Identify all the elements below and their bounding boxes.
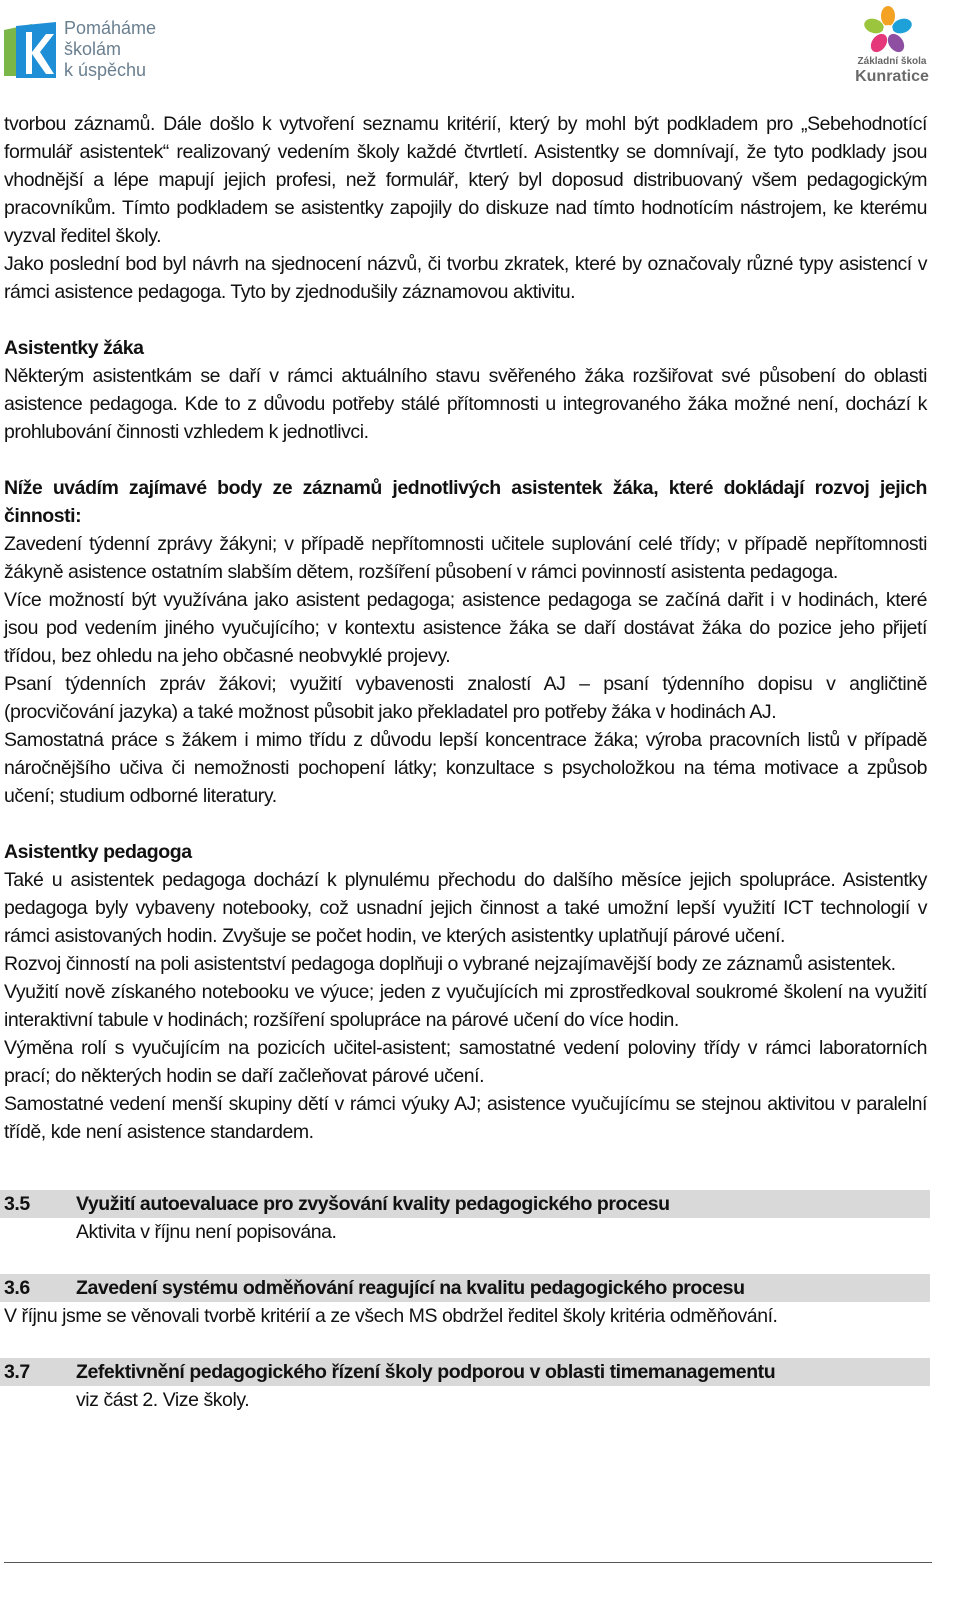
paragraph: Rozvoj činností na poli asistentství pedagoga doplňuji o vybrané nejzajímavější body ze záznamů asistentek. [4, 953, 896, 975]
point-item: Více možností být využívána jako asistent pedagoga; asistence pedagoga se začíná dařit i v hodinách, které jsou pod vedením jiného vyučujícího; v kontextu asistence žáka se daří dostávat žáka do pozice jeho přijetí třídou, bez ohledu na jeho občasné neobvyklé projevy. [4, 589, 927, 667]
section-number: 3.7 [4, 1361, 30, 1383]
section-text: viz část 2. Vize školy. [76, 1389, 250, 1411]
point-item: Psaní týdenních zpráv žákovi; využití vybavenosti znalostí AJ – psaní týdenního dopisu v angličtině (procvičování jazyka) a také možnost působit jako překladatel pro potřeby žáka v hodinách AJ. [4, 673, 927, 723]
paragraph: Samostatné vedení menší skupiny dětí v rámci výuky AJ; asistence vyučujícímu se stejnou aktivitou v paralelní třídě, kde není asistence standardem. [4, 1093, 927, 1143]
section-text: V říjnu jsme se věnovali tvorbě kritérií a ze všech MS obdržel ředitel školy kritéria odměňování. [4, 1305, 778, 1327]
school-label: Základní škola [857, 56, 927, 67]
section-number: 3.5 [4, 1193, 30, 1215]
section-heading-3-7 [0, 1358, 930, 1386]
flower-icon [864, 6, 912, 54]
school-name: Kunratice [855, 68, 929, 85]
logo-zs-kunratice [848, 6, 948, 86]
paragraph: tvorbou záznamů. Dále došlo k vytvoření seznamu kritérií, který by mohl být podkladem pro „Sebehodnotící formulář asistentek“ realizovaný vedením školy každé čtvrtletí. Asistentky se domnívají, že tyto podklady jsou vhodnější a lépe mapují jejich profesi, než formulář, který byl doposud distribuovaný všem pedagogickým pracovníkům. Tímto podkladem se asistentky zapojily do diskuze nad tímto hodnotícím nástrojem, ke kterému vyzval ředitel školy. [4, 113, 927, 247]
point-item: Zavedení týdenní zprávy žákyni; v případě nepřítomnosti učitele suplování celé třídy; v případě nepřítomnosti žákyně asistence ostatním slabším dětem, rozšíření působení v rámci povinností asistenta pedagoga. [4, 533, 927, 583]
section-heading-3-5 [0, 1190, 930, 1218]
paragraph: Některým asistentkám se daří v rámci aktuálního stavu svěřeného žáka rozšiřovat své působení do oblasti asistence pedagoga. Kde to z důvodu potřeby stálé přítomnosti u integrovaného žáka možné není, dochází k prohlubování činnosti vzhledem k jednotlivci. [4, 365, 927, 443]
logo-line-2: školám [64, 39, 122, 59]
k-logo-icon [2, 22, 58, 78]
logo-line-3: k úspěchu [64, 60, 147, 80]
logo-pomahame-skolam [2, 16, 202, 86]
heading-asistentky-zaka: Asistentky žáka [4, 337, 144, 359]
paragraph: Výměna rolí s vyučujícím na pozicích učitel-asistent; samostatné vedení poloviny třídy v rámci laboratorních prací; do některých hodin se daří začleňovat párové učení. [4, 1037, 927, 1087]
footer-rule [4, 1562, 932, 1563]
heading-zajimave-body: Níže uvádím zajímavé body ze záznamů jednotlivých asistentek žáka, které dokládají rozvoj jejich činnosti: [4, 477, 927, 527]
paragraph: Jako poslední bod byl návrh na sjednocení názvů, či tvorbu zkratek, které by označovaly různé typy asistencí v rámci asistence pedagoga. Tyto by zjednodušily záznamovou aktivitu. [4, 253, 927, 303]
page-header [0, 0, 960, 100]
section-heading-3-6 [0, 1274, 930, 1302]
point-item: Samostatná práce s žákem i mimo třídu z důvodu lepší koncentrace žáka; výroba pracovních listů v případě náročnějšího učiva či nemožnosti pochopení látky; konzultace s psycholožkou na téma motivace a způsob učení; studium odborné literatury. [4, 729, 927, 807]
heading-asistentky-pedagoga: Asistentky pedagoga [4, 841, 192, 863]
paragraph: Využití nově získaného notebooku ve výuce; jeden z vyučujících mi zprostředkoval soukromé školení na využití interaktivní tabule v hodinách; rozšíření spolupráce na párové učení do více hodin. [4, 981, 927, 1031]
section-text: Aktivita v říjnu není popisována. [76, 1221, 337, 1243]
logo-line-1: Pomáháme [64, 18, 157, 38]
section-number: 3.6 [4, 1277, 30, 1299]
section-title: Využití autoevaluace pro zvyšování kvality pedagogického procesu [76, 1193, 670, 1215]
paragraph: Také u asistentek pedagoga dochází k plynulému přechodu do dalšího měsíce jejich spolupráce. Asistentky pedagoga byly vybaveny notebooky, což usnadní jejich činnost a také umožní lepší využití ICT technologií v rámci asistovaných hodin. Zvyšuje se počet hodin, ve kterých asistentky uplatňují párové učení. [4, 869, 927, 947]
section-title: Zavedení systému odměňování reagující na kvalitu pedagogického procesu [76, 1277, 745, 1299]
section-title: Zefektivnění pedagogického řízení školy podporou v oblasti timemanagementu [76, 1361, 776, 1383]
document-body [4, 110, 927, 1414]
